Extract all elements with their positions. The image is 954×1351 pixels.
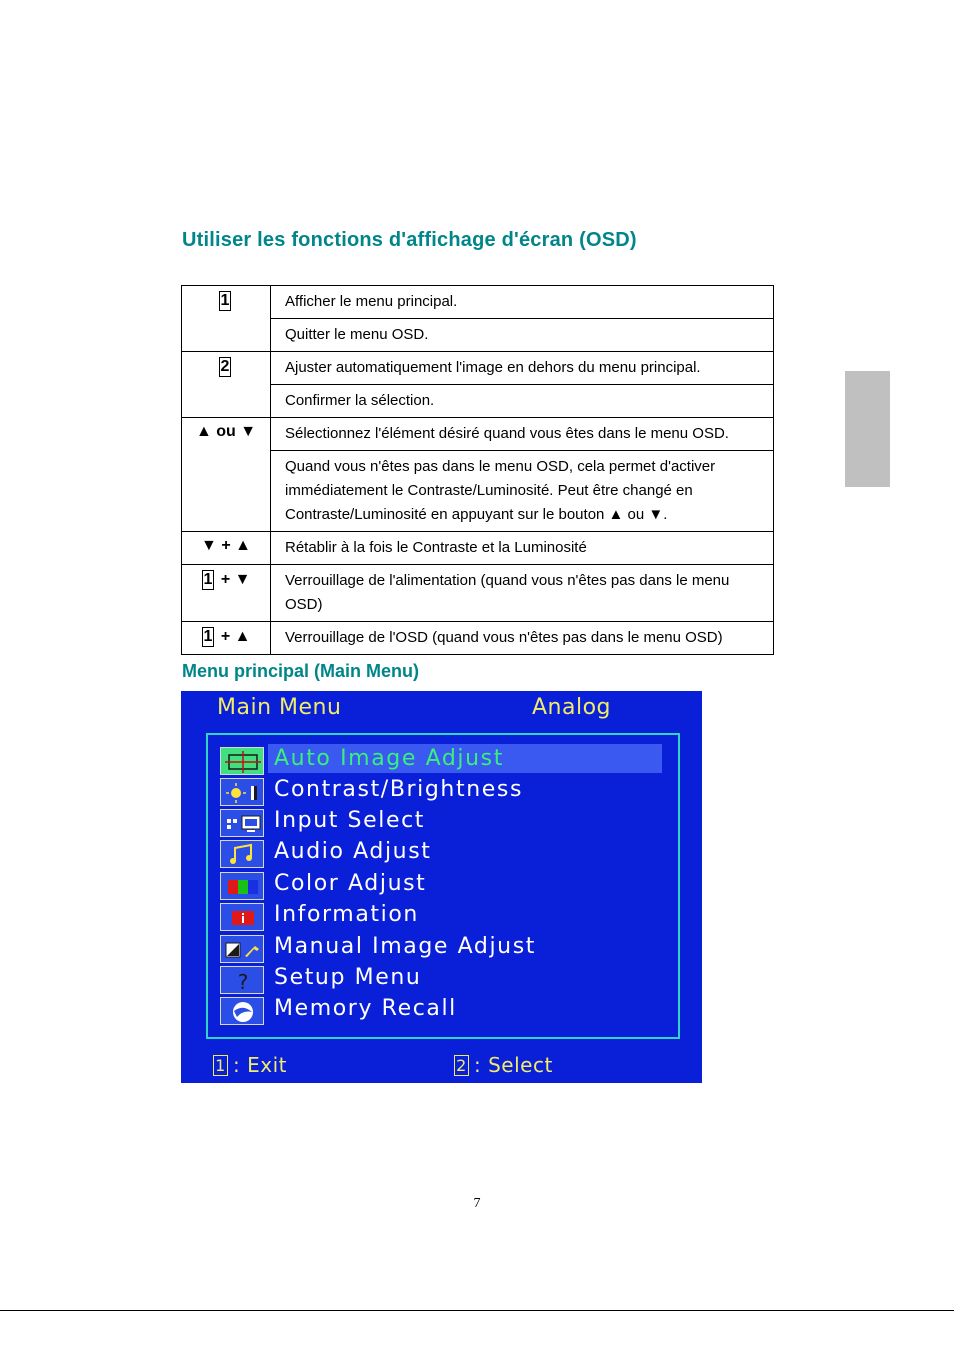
osd-item-label: Setup Menu [274,965,422,990]
osd-item-label: Auto Image Adjust [268,744,662,773]
table-row [182,418,774,451]
osd-main-menu [181,691,702,1083]
description-cell: Quand vous n'êtes pas dans le menu OSD, cela permet d'activer immédiatement le Contraste/Luminosité. Peut être changé en Contraste/Luminosité en appuyant sur le bouton ▲ ou ▼. [271,451,774,532]
table-row [182,352,774,385]
information-icon [220,903,264,931]
key-cell [182,286,271,352]
osd-item-input-select[interactable] [220,809,670,837]
key-1-icon: 1 [203,628,213,645]
osd-footer-exit [213,1053,287,1077]
osd-item-auto-image-adjust[interactable] [220,747,670,775]
description-cell: Confirmer la sélection. [271,385,774,418]
description-cell: Rétablir à la fois le Contraste et la Luminosité [271,532,774,565]
osd-menu-frame [206,733,680,1039]
table-row [182,319,774,352]
key-2-icon: 2 [220,358,230,375]
osd-item-setup-menu[interactable] [220,966,670,994]
osd-item-audio-adjust[interactable] [220,840,670,868]
osd-item-color-adjust[interactable] [220,872,670,900]
osd-item-memory-recall[interactable] [220,997,670,1025]
table-row [182,532,774,565]
osd-input-source: Analog [532,695,612,720]
memory-recall-icon [220,997,264,1025]
down-plus-up-keys: ▼ + ▲ [201,537,251,554]
table-row [182,451,774,532]
plus-down-keys: + ▼ [220,571,251,588]
plus-up-keys: + ▲ [220,628,251,645]
description-cell: Quitter le menu OSD. [271,319,774,352]
key-cell [182,352,271,418]
exit-label: : Exit [233,1053,287,1077]
osd-item-manual-image-adjust[interactable] [220,935,670,963]
section-subheading: Menu principal (Main Menu) [182,661,419,681]
key-cell [182,622,271,655]
osd-item-label: Memory Recall [274,996,457,1021]
osd-title: Main Menu [217,695,342,720]
auto-adjust-icon [220,747,264,775]
table-row [182,565,774,622]
page-number: 7 [473,1196,481,1211]
osd-keys-table [181,285,774,655]
help-icon [220,966,264,994]
osd-item-label: Audio Adjust [274,839,432,864]
footer-rule [0,1310,954,1311]
table-row [182,385,774,418]
osd-item-label: Color Adjust [274,871,427,896]
key-2-icon: 2 [454,1055,469,1076]
key-cell [182,418,271,532]
osd-item-information[interactable] [220,903,670,931]
key-1-icon: 1 [220,292,230,309]
key-1-icon: 1 [203,571,213,588]
contrast-brightness-icon [220,778,264,806]
audio-icon [220,840,264,868]
osd-item-label: Manual Image Adjust [274,934,537,959]
osd-item-label: Information [274,902,419,927]
svg-text:?: ? [237,970,249,994]
key-cell [182,532,271,565]
description-cell: Verrouillage de l'OSD (quand vous n'êtes pas dans le menu OSD) [271,622,774,655]
osd-item-contrast-brightness[interactable] [220,778,670,806]
osd-item-label: Contrast/Brightness [274,777,524,802]
page-heading: Utiliser les fonctions d'affichage d'écran (OSD) [182,229,637,251]
osd-footer-select [454,1053,553,1077]
table-row [182,286,774,319]
table-row [182,622,774,655]
select-label: : Select [474,1053,553,1077]
color-adjust-icon [220,872,264,900]
key-cell [182,565,271,622]
description-cell: Ajuster automatiquement l'image en dehors du menu principal. [271,352,774,385]
side-tab-marker [845,371,890,487]
key-1-icon: 1 [213,1055,228,1076]
input-select-icon [220,809,264,837]
osd-item-label: Input Select [274,808,426,833]
manual-adjust-icon [220,935,264,963]
description-cell: Sélectionnez l'élément désiré quand vous êtes dans le menu OSD. [271,418,774,451]
description-cell: Verrouillage de l'alimentation (quand vous n'êtes pas dans le menu OSD) [271,565,774,622]
description-cell: Afficher le menu principal. [271,286,774,319]
up-or-down-keys: ▲ ou ▼ [195,423,257,440]
